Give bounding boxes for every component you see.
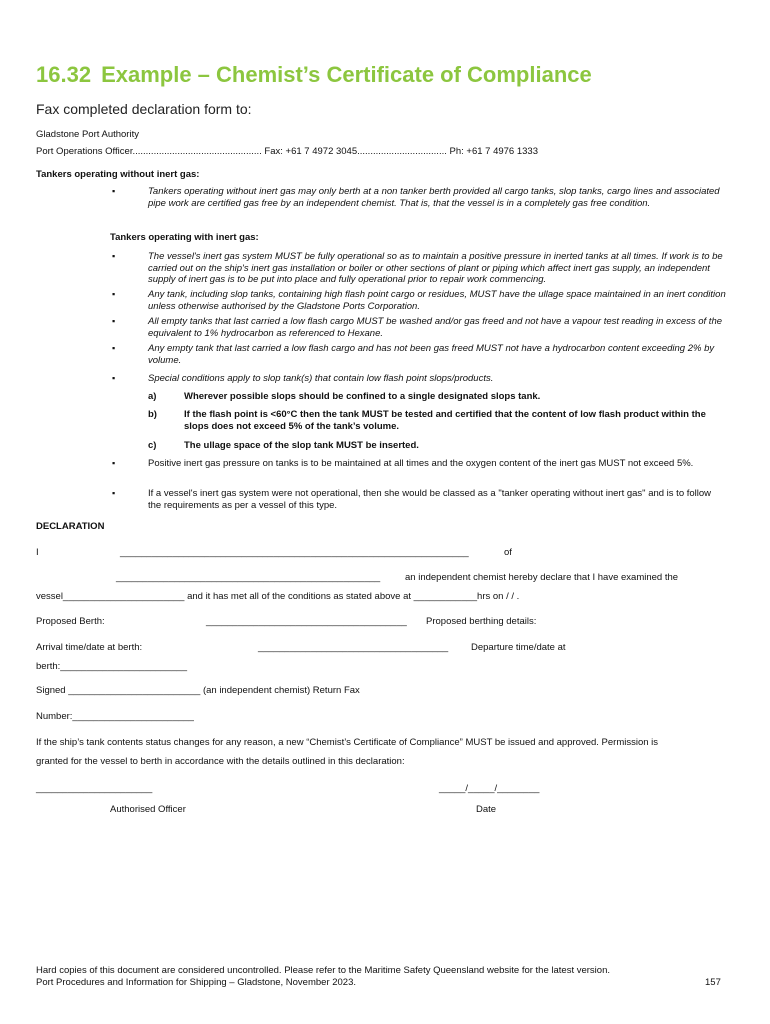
- proposed-berth-field[interactable]: ______________________________________: [206, 616, 407, 627]
- bullet-icon: ▪: [112, 343, 116, 353]
- declaration-title: DECLARATION: [36, 521, 105, 532]
- date-label: Date: [476, 804, 497, 815]
- bullet-icon: ▪: [112, 289, 116, 299]
- officer-signature-field[interactable]: ______________________: [36, 783, 153, 794]
- section-heading-without-inert-gas: Tankers operating without inert gas:: [36, 169, 200, 180]
- departure-label: Departure time/date at: [471, 642, 566, 653]
- bullet-text: Special conditions apply to slop tank(s) that contain low flash point slops/products.: [148, 373, 494, 384]
- bullet-icon: ▪: [112, 251, 116, 261]
- bullet-icon: ▪: [112, 488, 116, 498]
- return-fax-number-field[interactable]: Number:_______________________: [36, 711, 194, 722]
- bullet-icon: ▪: [112, 186, 116, 196]
- bullet-icon: ▪: [112, 316, 116, 326]
- bullet-text: The vessel's inert gas system MUST be fully operational so as to maintain a positive pressure in inerted tanks at all times. If work is to be carried out on the ship's inert gas installation or boiler or other sections of plant or piping which affect inert gas supply, an independent supply of inert gas is to be put into place and fully operational prior to repair work commencing.: [148, 251, 723, 285]
- chemist-company-field[interactable]: __________________________________________________: [116, 572, 381, 583]
- permission-paragraph: granted for the vessel to berth in accordance with the details outlined in this declaration:: [36, 756, 405, 767]
- proposed-berth-label: Proposed Berth:: [36, 616, 105, 627]
- footer-document-title: Port Procedures and Information for Shipping – Gladstone, November 2023.: [36, 977, 357, 988]
- arrival-label: Arrival time/date at berth:: [36, 642, 143, 653]
- sub-item-text: The ullage space of the slop tank MUST be inserted.: [184, 440, 419, 451]
- section-number: 16.32: [36, 62, 92, 87]
- departure-field[interactable]: berth:________________________: [36, 661, 188, 672]
- vessel-line[interactable]: vessel_______________________ and it has met all of the conditions as stated above at ____________hrs on / / .: [36, 591, 520, 602]
- bullet-text: If a vessel's inert gas system were not operational, then she would be classed as a "tanker operating without inert gas" and is to follow the requirements as per a vessel of this type.: [148, 488, 712, 511]
- page-number: 157: [705, 977, 721, 988]
- declaration-i-label: I: [36, 547, 39, 558]
- status-change-paragraph: If the ship’s tank contents status changes for any reason, a new “Chemist’s Certificate of Compliance” MUST be issued and approved. Permission is: [36, 737, 659, 748]
- signed-line[interactable]: Signed _________________________ (an independent chemist) Return Fax: [36, 685, 360, 696]
- declaration-of-label: of: [504, 547, 512, 558]
- sub-item-text: Wherever possible slops should be confined to a single designated slops tank.: [184, 391, 541, 402]
- contact-line: Port Operations Officer................................................. Fax: +61 7 4972 3045.................................. Ph: +61 7 4976 1333: [36, 146, 538, 157]
- authorised-officer-label: Authorised Officer: [110, 804, 186, 815]
- authority-name: Gladstone Port Authority: [36, 129, 139, 140]
- sub-item-label: c): [148, 440, 157, 451]
- bullet-text: All empty tanks that last carried a low flash cargo MUST be washed and/or gas freed and not have a vapour test reading in excess of the equivalent to 1% hydrocarbon as referenced to Hexane.: [148, 316, 723, 339]
- bullet-icon: ▪: [112, 458, 116, 468]
- bullet-text: Any empty tank that last carried a low flash cargo and has not been gas freed MUST not have a hydrocarbon content exceeding 2% by volume.: [148, 343, 715, 366]
- bullet-text: Positive inert gas pressure on tanks is to be maintained at all times and the oxygen content of the inert gas MUST not exceed 5%.: [148, 458, 694, 469]
- arrival-field[interactable]: ____________________________________: [258, 642, 449, 653]
- sub-item-label: a): [148, 391, 157, 402]
- bullet-icon: ▪: [112, 373, 116, 383]
- page-title: [36, 62, 592, 88]
- chemist-declaration-text: an independent chemist hereby declare that I have examined the: [405, 572, 679, 583]
- fax-instruction: Fax completed declaration form to:: [36, 101, 252, 117]
- chemist-name-field[interactable]: __________________________________________________________________: [120, 547, 469, 558]
- section-title: Example – Chemist’s Certificate of Compliance: [101, 62, 592, 87]
- section-heading-with-inert-gas: Tankers operating with inert gas:: [110, 232, 259, 243]
- bullet-text: Tankers operating without inert gas may only berth at a non tanker berth provided all cargo tanks, slop tanks, cargo lines and associated pipe work are certified gas free by an independent chemist. That is, that the vessel is in a completely gas free condition.: [148, 186, 720, 209]
- footer-disclaimer: Hard copies of this document are considered uncontrolled. Please refer to the Maritime Safety Queensland website for the latest version.: [36, 965, 610, 976]
- proposed-berthing-label: Proposed berthing details:: [426, 616, 537, 627]
- date-field[interactable]: _____/_____/________: [439, 783, 540, 794]
- bullet-text: Any tank, including slop tanks, containing high flash point cargo or residues, MUST have the ullage space maintained in an inert condition unless otherwise authorised by the Gladstone Ports Corporation.: [148, 289, 726, 312]
- sub-item-label: b): [148, 409, 157, 420]
- sub-item-text: If the flash point is <60°C then the tank MUST be tested and certified that the content of low flash product within the slops does not exceed 5% of the tank’s volume.: [184, 409, 706, 432]
